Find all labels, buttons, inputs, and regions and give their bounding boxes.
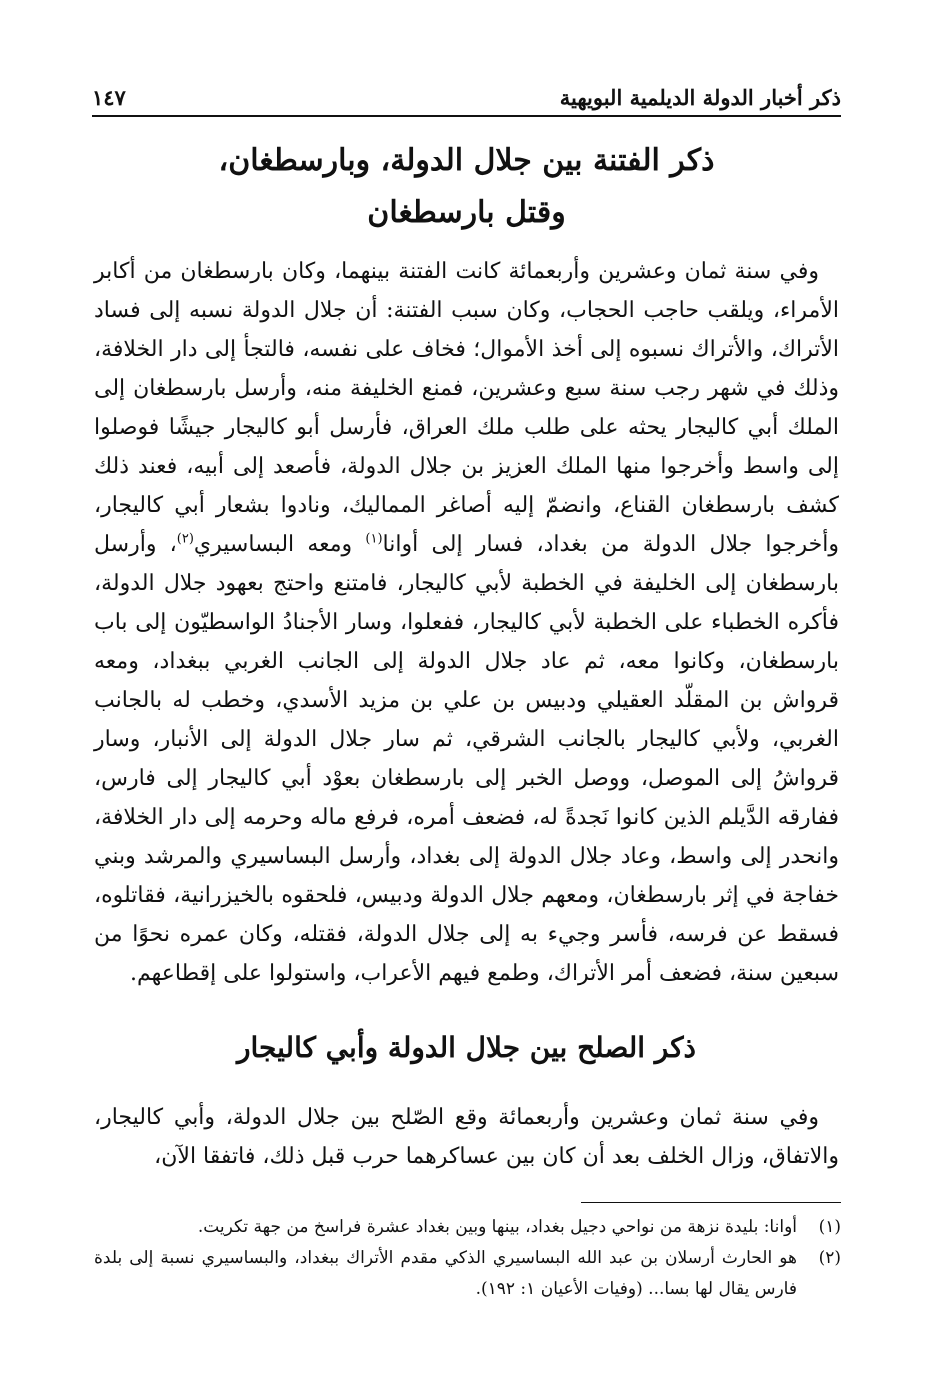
header-rule [92, 115, 841, 117]
paragraph: وفي سنة ثمان وعشرين وأربعمائة وقع الصّلح بين جلال الدولة، وأبي كاليجار، والاتفاق، وزال الخلف بعد أن كان بين عساكرهما حرب قبل ذلك، فاتفقا الآن، [94, 1105, 839, 1169]
footnote-text: أوانا: بليدة نزهة من نواحي دجيل بغداد، بينها وبين بغداد عشرة فراسخ من جهة تكريت. [197, 1217, 797, 1237]
footnote-marker: (١) [818, 1217, 841, 1237]
chapter-title [92, 135, 841, 239]
chapter-title-line-1: ذكر الفتنة بين جلال الدولة، وبارسطغان، [218, 143, 715, 178]
paragraph-part-3: ، وأرسل بارسطغان إلى الخليفة في الخطبة لأبي كاليجار، فامتنع واحتج بعهود جلال الدولة، فأكره الخطباء على الخطبة لأبي كاليجار، ففعلوا، وسار الأجنادُ الواسطيّون إلى باب بارسطغان، وكانوا معه، ثم عاد جلال الدولة إلى الجانب الغربي ببغداد، ومعه قرواش بن المقلّد العقيلي ودبيس بن علي بن مزيد الأسدي، وخطب له بالجانب الغربي، ولأبي كاليجار بالجانب الشرقي، ثم سار جلال الدولة إلى الأنبار، وسار قرواشُ إلى الموصل، ووصل الخبر إلى بارسطغان بعوْد أبي كاليجار إلى فارس، ففارقه الدَّيلم الذين كانوا نَجدةً له، فضعف أمره، فرفع ماله وحرمه إلى دار الخلافة، وانحدر إلى واسط، وعاد جلال الدولة إلى بغداد، وأرسل البساسيري والمرشد وبني خفاجة في إثر بارسطغان، ومعهم جلال الدولة ودبيس، فلحقوه بالخيزرانية، فقاتلوه، فسقط عن فرسه، فأسر وجيء به إلى جلال الدولة، فقتله، وكان عمره نحوًا من سبعين سنة، فضعف أمر الأتراك، وطمع فيهم الأعراب، واستولوا على إقطاعهم. [94, 532, 840, 986]
paragraph-part-1: وفي سنة ثمان وعشرين وأربعمائة كانت الفتنة بينهما، وكان بارسطغان من أكابر الأمراء، ويلقب حاجب الحجاب، وكان سبب الفتنة: أن جلال الدولة نسبه إلى فساد الأتراك، والأتراك نسبوه إلى أخذ الأموال؛ فخاف على نفسه، فالتجأ إلى دار الخلافة، وذلك في شهر رجب سنة سبع وعشرين، فمنع الخليفة منه، وأرسل بارسطغان إلى الملك أبي كاليجار يحثه على طلب ملك العراق، فأرسل أبو كاليجار جيشًا فوصلوا إلى واسط وأخرجوا منها الملك العزيز بن جلال الدولة، فأصعد إلى أبيه، فعند ذلك كشف بارسطغان القناع، وانضمّ إليه أصاغر المماليك، ونادوا بشعار أبي كاليجار، وأخرجوا جلال الدولة من بغداد، فسار إلى أوانا [94, 259, 839, 557]
body-text-section-1 [94, 252, 839, 993]
footnote-text: هو الحارث أرسلان بن عبد الله البساسيري الذكي مقدم الأتراك ببغداد، والبساسيري نسبة إلى بلدة فارس يقال لها بسا... (وفيات الأعيان ١: ١٩٢). [94, 1248, 797, 1299]
chapter-title-line-2: وقتل بارسطغان [367, 195, 566, 230]
running-header [92, 80, 841, 114]
paragraph [94, 252, 839, 993]
footnote-rule [581, 1202, 841, 1203]
footnote-ref-2: (٢) [176, 531, 194, 547]
running-title: ذكر أخبار الدولة الديلمية البويهية [559, 84, 841, 110]
body-text-section-2 [94, 1098, 839, 1176]
footnote-item [94, 1212, 841, 1243]
footnote-item [94, 1243, 841, 1305]
footnote-marker: (٢) [818, 1248, 841, 1268]
paragraph-part-2: ومعه البساسيري [193, 532, 366, 557]
footnote-ref-1: (١) [365, 531, 383, 547]
footnotes [94, 1212, 841, 1305]
section-title: ذكر الصلح بين جلال الدولة وأبي كاليجار [236, 1031, 697, 1064]
page-number: ١٤٧ [92, 84, 126, 110]
